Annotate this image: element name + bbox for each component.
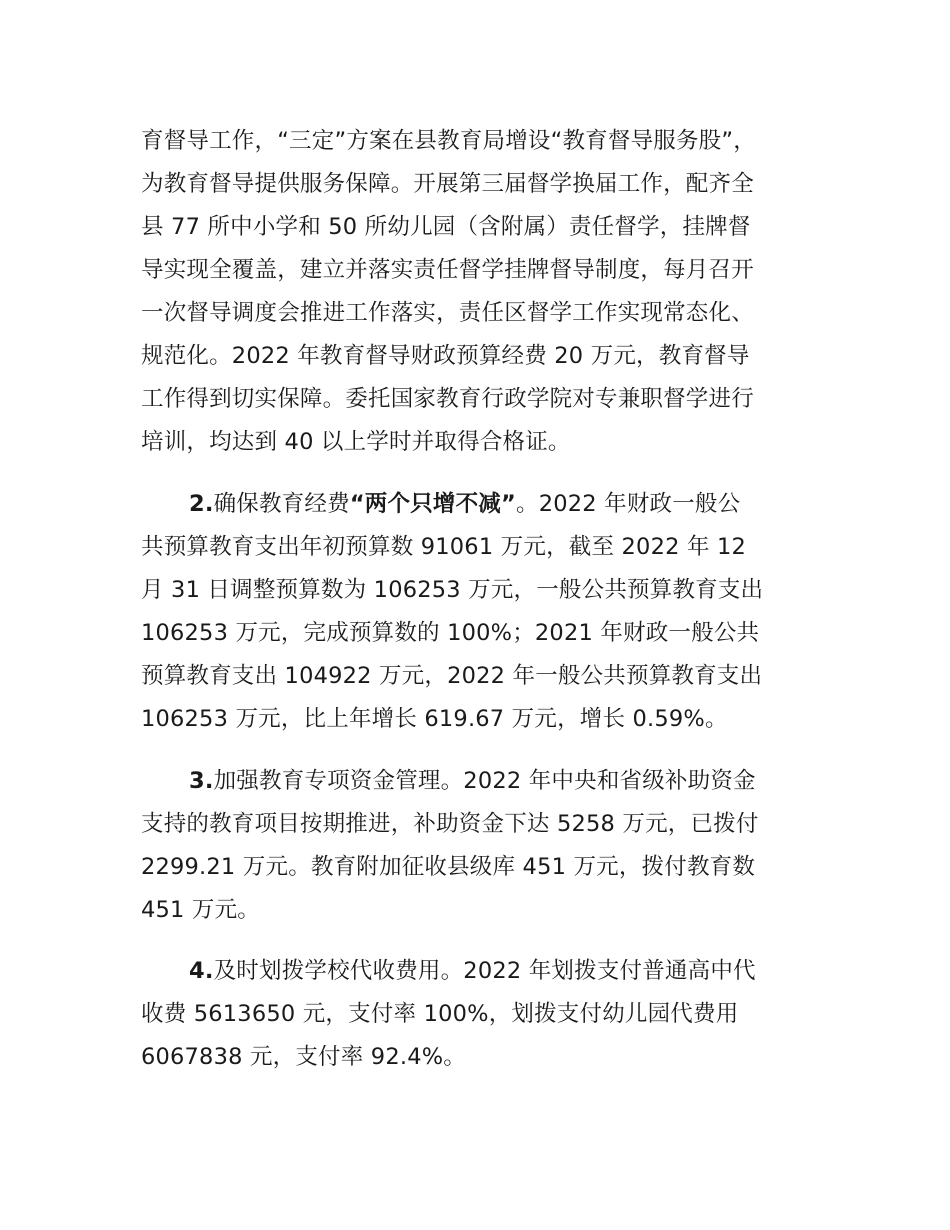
text-line: 加强教育专项资金管理。2022 年中央和省级补助资金 bbox=[213, 768, 756, 794]
text-line: 月 31 日调整预算数为 106253 万元，一般公共预算教育支出 bbox=[141, 577, 764, 603]
paragraph-heading-line bbox=[141, 483, 831, 526]
item-heading: 确保教育经费 bbox=[213, 491, 350, 517]
text-line: 451 万元。 bbox=[141, 897, 260, 923]
paragraph-supervision bbox=[141, 120, 831, 464]
text-line: 培训，均达到 40 以上学时并取得合格证。 bbox=[141, 429, 571, 455]
item-number: 4. bbox=[189, 958, 214, 984]
text-line: 收费 5613650 元，支付率 100%，划拨支付幼儿园代费用 bbox=[141, 1001, 739, 1027]
paragraph-heading-line bbox=[141, 950, 831, 993]
item-number: 3. bbox=[189, 768, 214, 794]
text-line: 。2022 年财政一般公 bbox=[516, 491, 741, 517]
text-line: 育督导工作，“三定”方案在县教育局增设“教育督导服务股”， bbox=[141, 128, 756, 154]
paragraph-education-funding bbox=[141, 483, 831, 741]
paragraph-heading-line bbox=[141, 760, 831, 803]
text-line: 共预算教育支出年初预算数 91061 万元，截至 2022 年 12 bbox=[141, 534, 747, 560]
text-line: 工作得到切实保障。委托国家教育行政学院对专兼职督学进行 bbox=[141, 386, 754, 412]
text-line: 6067838 元，支付率 92.4%。 bbox=[141, 1044, 466, 1070]
text-line: 106253 万元，完成预算数的 100%；2021 年财政一般公共 bbox=[141, 620, 760, 646]
text-line: 预算教育支出 104922 万元，2022 年一般公共预算教育支出 bbox=[141, 663, 763, 689]
text-line: 导实现全覆盖，建立并落实责任督学挂牌督导制度，每月召开 bbox=[141, 257, 754, 283]
item-heading-quote: “两个只增不减” bbox=[349, 491, 516, 517]
text-line: 一次督导调度会推进工作落实，责任区督学工作实现常态化、 bbox=[141, 300, 754, 326]
text-line: 为教育督导提供服务保障。开展第三届督学换届工作，配齐全 bbox=[141, 171, 754, 197]
paragraph-special-funds bbox=[141, 760, 831, 932]
text-line: 2299.21 万元。教育附加征收县级库 451 万元，拨付教育数 bbox=[141, 854, 756, 880]
item-number: 2. bbox=[189, 491, 214, 517]
text-line: 支持的教育项目按期推进，补助资金下达 5258 万元，已拨付 bbox=[141, 811, 759, 837]
paragraph-school-fees bbox=[141, 950, 831, 1079]
text-line: 106253 万元，比上年增长 619.67 万元，增长 0.59%。 bbox=[141, 706, 728, 732]
text-line: 规范化。2022 年教育督导财政预算经费 20 万元，教育督导 bbox=[141, 343, 750, 369]
text-line: 县 77 所中小学和 50 所幼儿园（含附属）责任督学，挂牌督 bbox=[141, 214, 751, 240]
text-line: 及时划拨学校代收费用。2022 年划拨支付普通高中代 bbox=[213, 958, 756, 984]
